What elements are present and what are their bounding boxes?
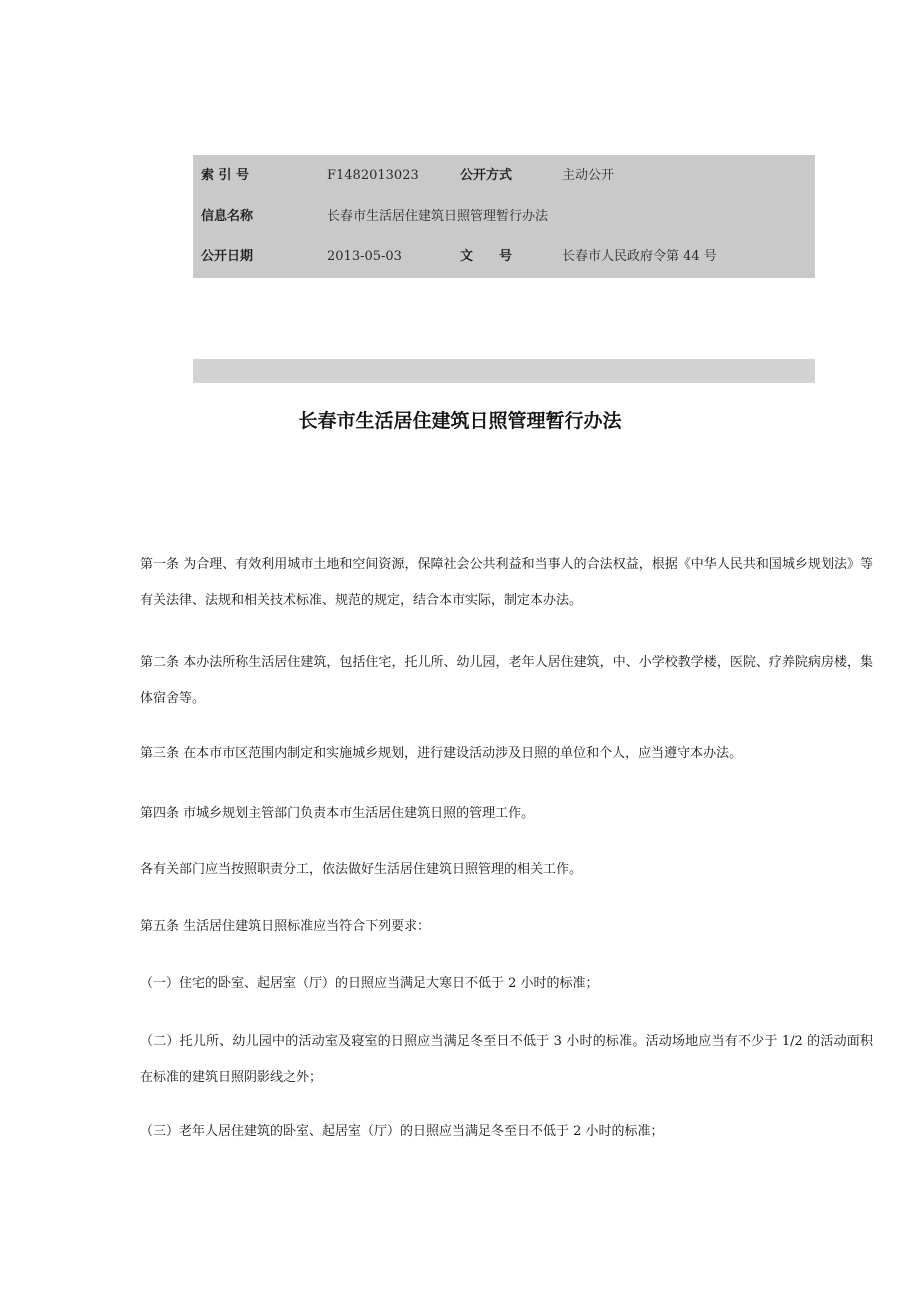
index-label: 索 引 号 bbox=[201, 168, 250, 183]
divider-bar bbox=[193, 359, 815, 383]
article-3: 第三条 在本市市区范围内制定和实施城乡规划，进行建设活动涉及日照的单位和个人，应当遵守本办法。 bbox=[140, 746, 743, 761]
disclosure-mode-value: 主动公开 bbox=[562, 168, 615, 183]
publish-date-value: 2013-05-03 bbox=[327, 249, 402, 264]
document-title: 长春市生活居住建筑日照管理暂行办法 bbox=[298, 410, 622, 432]
info-row-index bbox=[193, 165, 815, 187]
info-row-name bbox=[193, 206, 815, 228]
index-value: F1482013023 bbox=[327, 168, 419, 183]
article-5: 第五条 生活居住建筑日照标准应当符合下列要求： bbox=[140, 919, 431, 934]
article-4: 第四条 市城乡规划主管部门负责本市生活居住建筑日照的管理工作。 bbox=[140, 806, 535, 821]
article-1: 第一条 为合理、有效利用城市土地和空间资源，保障社会公共利益和当事人的合法权益，根据《中华人民共和国城乡规划法》等有关法律、法规和相关技术标准、规范的规定，结合本市实际，制定本办法。 bbox=[140, 557, 873, 608]
info-table bbox=[193, 155, 815, 278]
disclosure-mode-label: 公开方式 bbox=[460, 168, 513, 183]
info-row-date bbox=[193, 246, 815, 268]
doc-number-value: 长春市人民政府令第 44 号 bbox=[562, 249, 717, 264]
article-5-item-2: （二）托儿所、幼儿园中的活动室及寝室的日照应当满足冬至日不低于 3 小时的标准。活动场地应当有不少于 1/2 的活动面积在标准的建筑日照阴影线之外； bbox=[140, 1034, 873, 1085]
article-2: 第二条 本办法所称生活居住建筑，包括住宅，托儿所、幼儿园，老年人居住建筑，中、小学校教学楼，医院、疗养院病房楼，集体宿舍等。 bbox=[140, 655, 873, 706]
info-name-value: 长春市生活居住建筑日照管理暂行办法 bbox=[327, 209, 549, 224]
article-4-clause: 各有关部门应当按照职责分工，依法做好生活居住建筑日照管理的相关工作。 bbox=[140, 862, 583, 877]
publish-date-label: 公开日期 bbox=[201, 249, 254, 264]
article-5-item-1: （一）住宅的卧室、起居室（厅）的日照应当满足大寒日不低于 2 小时的标准； bbox=[140, 976, 599, 991]
article-5-item-3: （三）老年人居住建筑的卧室、起居室（厅）的日照应当满足冬至日不低于 2 小时的标准； bbox=[140, 1124, 664, 1139]
doc-number-label: 文 号 bbox=[460, 249, 513, 264]
info-name-label: 信息名称 bbox=[201, 209, 254, 224]
